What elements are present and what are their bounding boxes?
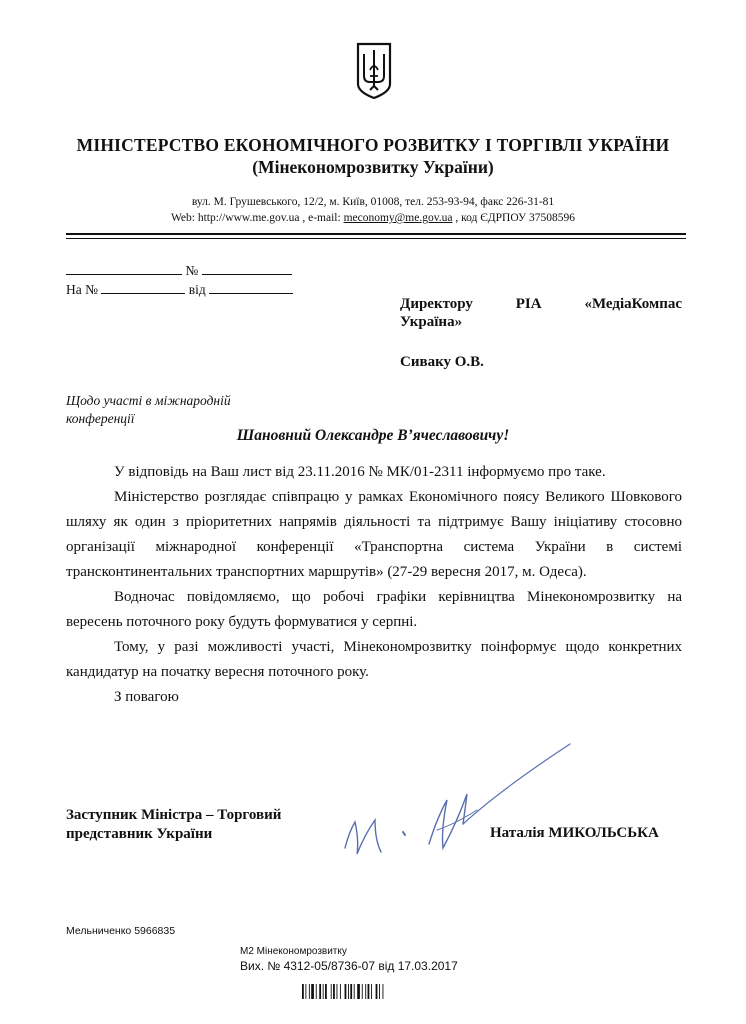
ministry-address: вул. М. Грушевського, 12/2, м. Київ, 01008, тел. 253-93-94, факс 226-31-81 <box>191 196 555 208</box>
signer-position: Заступник Міністра – Торговий представник України <box>66 807 282 842</box>
barcode-icon <box>302 984 412 999</box>
addressee-name: Сиваку О.В. <box>400 354 484 370</box>
letter-body <box>66 460 682 710</box>
number-sign: № <box>185 263 199 278</box>
reply-date-label: від <box>188 282 206 297</box>
outgoing-registration <box>66 263 292 279</box>
ministry-short-name: (Мінекономрозвитку України) <box>252 157 494 177</box>
body-paragraph: У відповідь на Ваш лист від 23.11.2016 № МК/01-2311 інформуємо про таке. <box>114 464 606 480</box>
salutation: Шановний Олександре В’ячеславовичу! <box>236 427 510 444</box>
coat-of-arms-icon <box>355 40 393 100</box>
signer-name: Наталія МИКОЛЬСЬКА <box>490 825 659 841</box>
body-paragraph: Тому, у разі можливості участі, Мінекономрозвитку поінформує щодо конкретних кандидатур на початку вересня поточного року. <box>66 639 682 680</box>
executor-contact: Мельниченко 5966835 <box>66 925 176 937</box>
addressee-position-line2: Україна» <box>400 314 463 330</box>
addressee-position: Директору РІА «МедіаКомпас <box>400 296 682 312</box>
number-blank <box>202 263 292 275</box>
date-blank <box>66 263 182 275</box>
ministry-contacts <box>0 212 746 224</box>
web-suffix: , код ЄДРПОУ 37508596 <box>452 212 576 224</box>
email-link[interactable]: meconomy@me.gov.ua <box>343 212 453 224</box>
body-paragraph: Міністерство розглядає співпрацю у рамках Економічного поясу Великого Шовкового шляху як один з пріоритетних напрямів діяльності та підтримує Вашу ініціативу стосовно організації міжнародної конференції «Транспортна система України в системі трансконтинентальних транспортних маршрутів» (27-29 вересня 2017, м. Одеса). <box>66 489 682 580</box>
web-prefix: Web: http://www.me.gov.ua , e-mail: <box>170 212 344 224</box>
registration-stamp-number: Вих. № 4312-05/8736-07 від 17.03.2017 <box>240 959 458 973</box>
header-divider-thin <box>66 238 686 239</box>
body-paragraph: Водночас повідомляємо, що робочі графіки керівництва Мінекономрозвитку на вересень поточного року будуть формуватися у серпні. <box>66 589 682 630</box>
reply-number-label: На № <box>66 282 98 297</box>
handwritten-signature <box>325 740 585 880</box>
reply-number-blank <box>101 282 185 294</box>
reply-registration <box>66 282 293 298</box>
reply-date-blank <box>209 282 293 294</box>
header-divider <box>66 233 686 235</box>
registration-stamp-org: М2 Мінекономрозвитку <box>240 946 347 957</box>
closing-phrase: З повагою <box>114 689 179 705</box>
letter-subject: Щодо участі в міжнародній конференції <box>66 393 231 426</box>
ministry-title: МІНІСТЕРСТВО ЕКОНОМІЧНОГО РОЗВИТКУ І ТОРГІВЛІ УКРАЇНИ <box>76 135 670 155</box>
